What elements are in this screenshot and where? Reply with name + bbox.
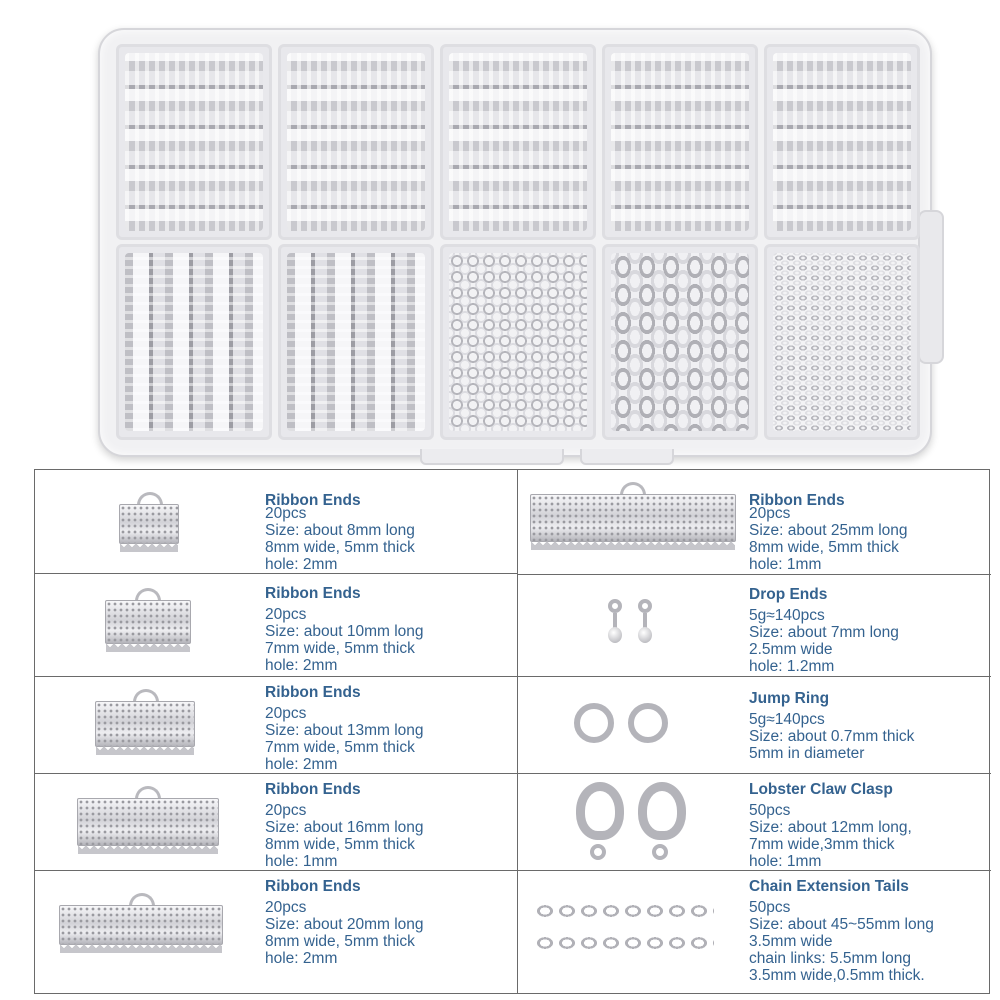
- product-spec-line: Size: about 45~55mm long: [749, 916, 934, 933]
- chain-extension-icon: [528, 899, 728, 979]
- product-name: Ribbon Ends: [265, 585, 361, 602]
- product-spec-line: 50pcs: [749, 802, 791, 819]
- product-spec-line: 3.5mm wide,0.5mm thick.: [749, 967, 925, 984]
- ribbon-end-clamp-icon: [103, 588, 193, 668]
- product-spec-line: 8mm wide, 5mm thick: [749, 539, 899, 556]
- product-spec-line: hole: 2mm: [265, 556, 338, 573]
- product-spec-line: 8mm wide, 5mm thick: [265, 933, 415, 950]
- product-name: Ribbon Ends: [749, 492, 845, 509]
- compartment-jump-rings: [440, 244, 596, 440]
- product-spec-line: 7mm wide,3mm thick: [749, 836, 895, 853]
- product-spec-line: Size: about 0.7mm thick: [749, 728, 915, 745]
- table-row: [518, 470, 991, 574]
- table-row: [35, 470, 517, 573]
- table-row: [35, 574, 517, 676]
- product-spec-line: 5mm in diameter: [749, 745, 865, 762]
- compartment-chain-tails: [764, 244, 920, 440]
- product-spec-line: 2.5mm wide: [749, 641, 833, 658]
- product-spec-line: 20pcs: [265, 899, 307, 916]
- product-spec-line: Size: about 13mm long: [265, 722, 424, 739]
- ribbon-end-clamp-icon: [115, 492, 185, 562]
- ribbon-end-clamp-icon: [93, 689, 197, 769]
- product-name: Ribbon Ends: [265, 781, 361, 798]
- lobster-claw-clasp-icon: [568, 780, 708, 870]
- product-name: Drop Ends: [749, 586, 828, 603]
- product-spec-line: 20pcs: [265, 802, 307, 819]
- product-spec-line: 5g≈140pcs: [749, 607, 825, 624]
- product-spec-line: Size: about 20mm long: [265, 916, 424, 933]
- table-row: [518, 575, 991, 676]
- jump-ring-icon: [574, 699, 684, 749]
- compartment-ribbon-ends-8mm: [116, 44, 272, 240]
- product-name: Ribbon Ends: [265, 878, 361, 895]
- product-spec-line: 8mm wide, 5mm thick: [265, 836, 415, 853]
- ribbon-end-clamp-icon: [75, 786, 221, 866]
- product-spec-line: 20pcs: [749, 505, 791, 522]
- product-spec-line: Size: about 10mm long: [265, 623, 424, 640]
- table-row: [518, 774, 991, 870]
- product-spec-line: 20pcs: [265, 705, 307, 722]
- compartment-ribbon-ends-16mm: [602, 44, 758, 240]
- product-spec-line: 3.5mm wide: [749, 933, 833, 950]
- product-spec-line: Size: about 7mm long: [749, 624, 899, 641]
- spec-table: [34, 469, 990, 994]
- compartment-lobster-clasps: [602, 244, 758, 440]
- product-spec-line: 8mm wide, 5mm thick: [265, 539, 415, 556]
- product-spec-line: Size: about 8mm long: [265, 522, 415, 539]
- compartment-ribbon-ends-25mm: [764, 44, 920, 240]
- product-spec-line: 20pcs: [265, 505, 307, 522]
- table-row: [35, 774, 517, 870]
- product-name: Chain Extension Tails: [749, 878, 909, 895]
- product-spec-line: chain links: 5.5mm long: [749, 950, 911, 967]
- compartment-ribbon-ends-10mm: [278, 44, 434, 240]
- table-row: [518, 677, 991, 773]
- product-spec-line: hole: 1mm: [749, 556, 822, 573]
- compartment-ribbon-ends-mixed: [278, 244, 434, 440]
- product-spec-line: hole: 2mm: [265, 950, 338, 967]
- compartment-ribbon-ends-13mm: [440, 44, 596, 240]
- drop-end-icon: [604, 595, 674, 655]
- product-name: Lobster Claw Clasp: [749, 781, 893, 798]
- product-spec-line: Size: about 12mm long,: [749, 819, 912, 836]
- product-spec-line: hole: 1mm: [265, 853, 338, 870]
- product-spec-line: hole: 2mm: [265, 657, 338, 674]
- product-name: Ribbon Ends: [265, 684, 361, 701]
- box-latch: [918, 210, 944, 364]
- organizer-box-photo: [98, 28, 932, 457]
- table-row: [518, 871, 991, 993]
- product-spec-line: Size: about 16mm long: [265, 819, 424, 836]
- product-spec-line: hole: 1.2mm: [749, 658, 835, 675]
- ribbon-end-clamp-icon: [57, 893, 227, 973]
- product-name: Ribbon Ends: [265, 492, 361, 509]
- product-name: Jump Ring: [749, 690, 830, 707]
- product-spec-line: hole: 2mm: [265, 756, 338, 773]
- product-spec-line: Size: about 25mm long: [749, 522, 908, 539]
- product-spec-line: 7mm wide, 5mm thick: [265, 640, 415, 657]
- product-spec-line: 20pcs: [265, 606, 307, 623]
- product-spec-line: 5g≈140pcs: [749, 711, 825, 728]
- product-spec-line: 50pcs: [749, 899, 791, 916]
- product-spec-line: hole: 1mm: [749, 853, 822, 870]
- compartment-ribbon-ends-20mm: [116, 244, 272, 440]
- table-row: [35, 677, 517, 773]
- box-hinge: [420, 449, 564, 465]
- ribbon-end-clamp-icon: [528, 482, 738, 562]
- table-row: [35, 871, 517, 993]
- product-spec-line: 7mm wide, 5mm thick: [265, 739, 415, 756]
- box-hinge: [580, 449, 674, 465]
